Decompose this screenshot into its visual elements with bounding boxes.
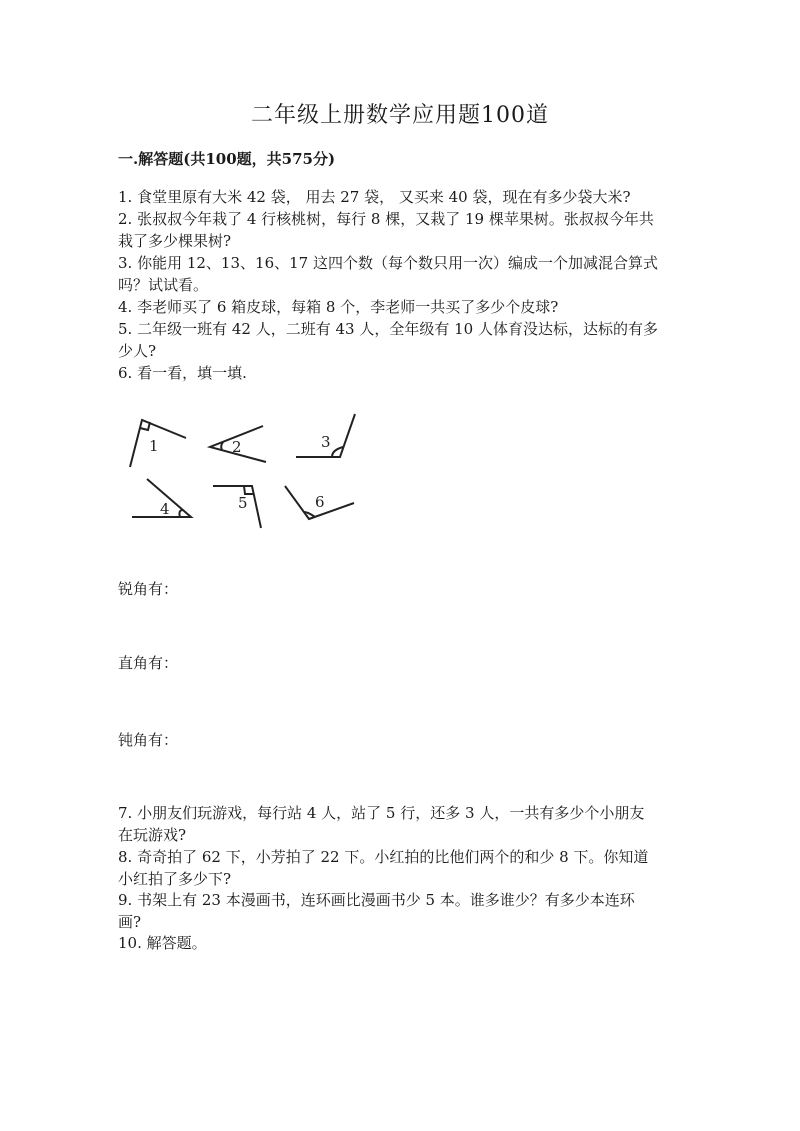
angle-1 [130,420,186,467]
angle-6-label: 6 [315,493,325,511]
section-heading: 一.解答题(共100题，共575分) [118,150,336,168]
question-7-line-2: 在玩游戏? [118,826,187,844]
question-3 [118,252,688,296]
angle-2-label: 2 [232,438,242,456]
obtuse-angle-answer: 钝角有： [118,731,179,749]
question-3-line-1: 3. 你能用 12、13、16、17 这四个数（每个数只用一次）编成一个加减混合算式 [118,254,658,272]
question-9 [118,889,688,933]
page-title: 二年级上册数学应用题100道 [251,103,549,128]
question-6-line-1: 6. 看一看，填一填. [118,364,247,382]
question-8 [118,846,688,890]
question-1 [118,186,688,208]
question-4-line-1: 4. 李老师买了 6 箱皮球，每箱 8 个，李老师一共买了多少个皮球? [118,298,559,316]
angle-5 [213,486,261,528]
angle-2 [210,426,266,462]
question-1-line-1: 1. 食堂里原有大米 42 袋， 用去 27 袋， 又买来 40 袋，现在有多少袋大米? [118,188,631,206]
angle-3 [296,414,355,457]
question-9-line-1: 9. 书架上有 23 本漫画书，连环画比漫画书少 5 本。谁多谁少？有多少本连环 [118,891,635,909]
question-7 [118,802,688,846]
question-5-line-2: 少人? [118,342,157,360]
question-8-line-2: 小红拍了多少下? [118,870,232,888]
question-10-line-1: 10. 解答题。 [118,934,207,952]
question-10 [118,932,688,954]
question-4 [118,296,688,318]
angles-figure [118,410,368,535]
question-5 [118,318,688,362]
question-8-line-1: 8. 奇奇拍了 62 下，小芳拍了 22 下。小红拍的比他们两个的和少 8 下。你知道 [118,848,649,866]
angle-6 [285,486,354,519]
right-angle-answer: 直角有： [118,654,179,672]
angle-4 [132,479,191,518]
angle-5-label: 5 [238,494,248,512]
angle-3-label: 3 [321,433,331,451]
question-3-line-2: 吗？试试看。 [118,276,209,294]
acute-angle-answer: 锐角有： [118,580,179,598]
question-6 [118,362,688,384]
question-2-line-1: 2. 张叔叔今年栽了 4 行核桃树，每行 8 棵，又栽了 19 棵苹果树。张叔叔今年共 [118,210,654,228]
question-5-line-1: 5. 二年级一班有 42 人，二班有 43 人，全年级有 10 人体育没达标，达标的有多 [118,320,658,338]
question-7-line-1: 7. 小朋友们玩游戏，每行站 4 人，站了 5 行，还多 3 人，一共有多少个小朋友 [118,804,645,822]
question-2-line-2: 栽了多少棵果树? [118,232,232,250]
question-9-line-2: 画? [118,913,142,931]
angle-4-label: 4 [160,500,170,518]
question-2 [118,208,688,252]
angle-1-label: 1 [149,437,159,455]
